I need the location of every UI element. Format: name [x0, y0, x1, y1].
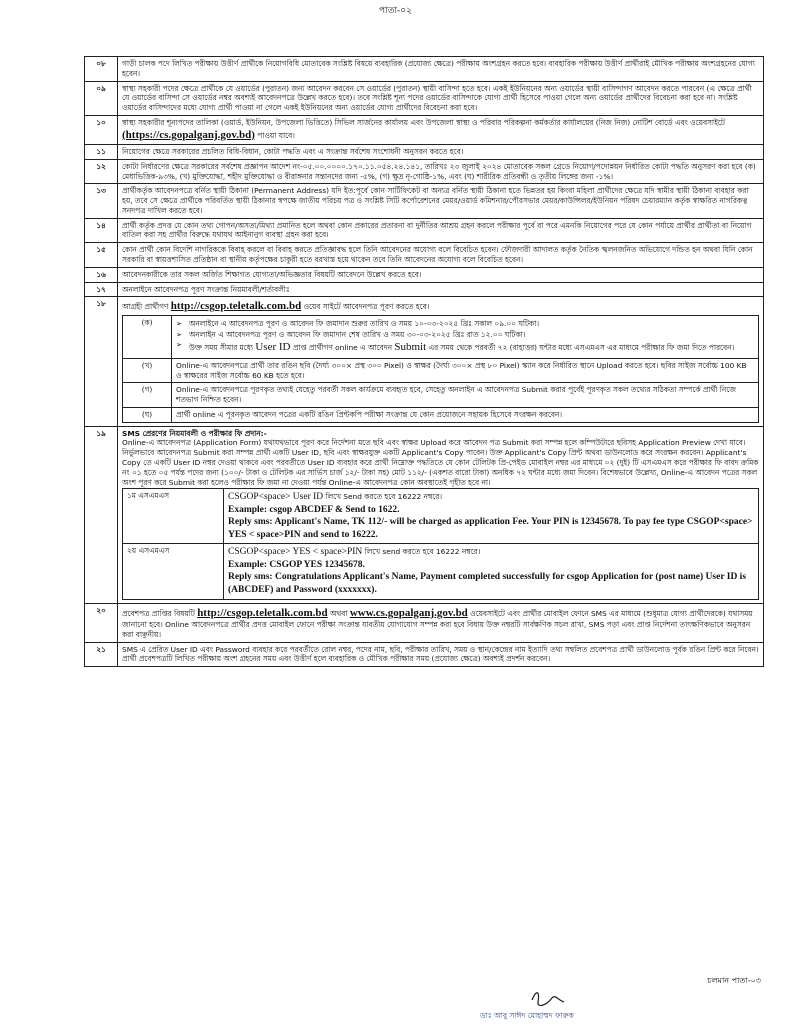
- row-text: SMS এ প্রেরিত User ID এবং Password ব্যবহার করে পরবর্তীতে রোল নম্বর, পদের নাম, ছবি, পরীক্ষার তারিখ, সময় ও স্থান/কেন্দ্রের নাম ইত্যাদি তথ্য সম্বলিত প্রবেশপত্র প্রার্থী ডাউনলোড পূর্বক রঙিন প্রিন্ট করে নিবেন। প্রার্থী প্রবেশপত্রটি লিখিত পরীক্ষায় অংশ গ্রহনের সময় এবং উত্তীর্ণ হলে ব্যবহারিক ও মৌখিক পরীক্ষার সময় (প্রযোজ্য ক্ষেত্রে) অবশ্যই প্রদর্শন করবেন।: [118, 642, 764, 667]
- sms-row: ১ম এসএমএস CSGOP<space> User ID লিখে Send করতে হবে 16222 নম্বরে। Example: csgop ABCDEF & Send to 1622. Reply sms: Applicant's Name, TK 112/- will be charged as application Fee. Your PIN is 12345678. To pay fee type CSGOP<space> YES < space>PIN and send to 16222.: [123, 489, 759, 544]
- row-number: ১৭: [85, 282, 118, 297]
- row-text: প্রবেশপত্র প্রাপ্তির বিষয়টি http://csgop.teletalk.com.bd অথবা www.cs.gopalganj.gov.bd ওয়েবসাইটে এবং প্রার্থীর মোবাইল ফোনে SMS এর মাধ্যমে (শুধুমাত্র যোগ্য প্রার্থীদেরকে) যথাসময় জানানো হবে। Online আবেদনপত্রে প্রার্থীর প্রদত্ত মোবাইল ফোনে পরীক্ষা সংক্রান্ত যাবতীয় যোগাযোগ সম্পন্ন করা হবে বিধায় উক্ত নম্বরটি সার্বক্ষণিক সচল রাখা, SMS পড়া এবং প্রাপ্ত নির্দেশনা তাৎক্ষণিকভাবে অনুসরন করা বাঞ্ছনীয়।: [118, 603, 764, 642]
- table-row: [85, 81, 764, 115]
- row-number: ১৮: [85, 297, 118, 426]
- sub-text: Online-এ আবেদনপত্রে পূরণকৃত তথ্যই যেহেতু পরবর্তী সকল কার্যক্রমে ব্যবহৃত হবে, সেহেতু অনলাইন এ আবেদনপত্র Submit করার পূর্বেই পূরণকৃত সকল তথ্যের সঠিকতা সম্পর্কে প্রার্থী নিজে শতভাগ নিশ্চিত হবেন।: [172, 383, 759, 408]
- sub-text: Online-এ আবেদনপত্রে প্রার্থী তার রঙিন ছবি (দৈর্ঘ্য ৩০০× প্রস্থ ৩০০ Pixel) ও স্বাক্ষর (দৈর্ঘ্য ৩০০× প্রস্থ ৮০ Pixel) স্ক্যান করে নির্ধারিত স্থানে Upload করতে হবে। ছবির সাইজ সর্বোচ্চ 100 KB ও স্বাক্ষরের সাইজ সর্বোচ্চ 60 KB হতে হবে।: [172, 358, 759, 383]
- row-number: ১৯: [85, 426, 118, 603]
- row-text: [118, 426, 764, 603]
- sms-reply: Reply sms: Congratulations Applicant's Name, Payment completed successfully for csgop Application for (post name) User ID is (ABCDEF) and Password (xxxxxxx).: [228, 572, 747, 595]
- sms-body: Online-এ আবেদনপত্র (Application Form) যথাযথভাবে পূরণ করে নির্দেশনা মতে ছবি এবং স্বাক্ষর Upload করে আবেদন পত্র Submit করা সম্পন্ন হলে কম্পিউটারে ছবিসহ Application Preview দেখা যাবে। নির্ভুলভাবে আবেদনপত্র Submit করা সম্পন্ন প্রার্থী একটি User ID, ছবি এবং স্বাক্ষরযুক্ত একটি Applicant's Copy পাবেন। উক্ত Applicant's Copy প্রিন্ট অথবা ডাউনলোড করে সংরক্ষন করবেন। Applicant's Copy তে একটি User ID নম্বর দেওয়া থাকবে এবং পরবর্তীতে User ID ব্যবহার করে প্রার্থী নিম্নোক্ত পদ্ধতিতে যে কোন টেলিটক প্রি-পেইড মোবাইল নম্বর এর মাধ্যমে ০২ (দুই) টি এসএমএস করে পরীক্ষার ফি বাবদ ক্রমিক নং ০১ হতে ০৫ পর্যন্ত পদের জন্য (১০০/- টাকা ও টেলিটক এর সার্ভিস চার্জ ১২/- টাকা সহ) মোট ১১২/- (একশত বারো টাকা) অনধিক ৭২ ঘন্টার মধ্যে জমা দিবেন। বিশেষভাবে উল্লেখ্য, Online-এ আবেদন পত্রের সকল অংশ পূরণ করে Submit করা হলেও পরীক্ষার ফি জমা না দেওয়া পর্যন্ত Online-এ আবেদনপত্র কোন অবস্থাতেই গৃহীত হবে না।: [122, 438, 759, 487]
- table-row: [85, 159, 764, 184]
- row-number: ০৯: [85, 81, 118, 115]
- table-row: [85, 57, 764, 82]
- row-number: ২১: [85, 642, 118, 667]
- row-text: নিয়োগের ক্ষেত্রে সরকারের প্রচলিত বিধি-বিধান, কোটা পদ্ধতি এবং এ সংক্রান্ত সর্বশেষ সংশোধনী অনুসরন করতে হবে।: [118, 145, 764, 160]
- row-number: ০৮: [85, 57, 118, 82]
- teletalk-link[interactable]: http://csgop.teletalk.com.bd: [170, 300, 302, 313]
- row-text: স্বাস্থ্য সহকারীর শূন্যপদের তালিকা (ওয়ার্ড, ইউনিয়ন, উপজেলা ভিত্তিতে) সিভিল সার্জনের কার্যালয় এবং উপজেলা স্বাস্থ্য ও পরিবার পরিকল্পনা কর্মকর্তার কার্যালয়ের (নিজ নিজ) নোটিশ বোর্ডে এবং ওয়েবসাইটে (https://cs.gopalganj.gov.bd) পাওয়া যাবে।: [118, 115, 764, 144]
- row-text: আবেদনকারীকে তার সকল অর্জিত শিক্ষাগত যোগ্যতা/অভিজ্ঞতার বিষয়টি আবেদনে উল্লেখ করতে হবে।: [118, 267, 764, 282]
- row-number: ২০: [85, 603, 118, 642]
- row-number: ১৬: [85, 267, 118, 282]
- sub-label: (ক): [123, 315, 172, 358]
- row-text: প্রার্থীকর্তৃক আবেদনপত্রে বর্নিত স্থায়ী ঠিকানা (Permanent Address) যদি ইত:পূর্বে কোন সার্টিফিকেট বা অন্যত্র বর্নিত স্থায়ী ঠিকানা হতে ভিন্নতর হয় কিংবা মহিলা প্রার্থীদের ক্ষেত্রে যদি স্বামীর স্থায়ী ঠিকানা ব্যবহার করা হয়, তবে সে ক্ষেত্রে প্রার্থীকে পরিবর্তিত স্থায়ী ঠিকানার স্বপক্ষে জাতীয় পরিচয় পত্র ও সংশ্লিষ্ট সিটি কর্পোরেশনের মেয়র/ওয়ার্ড কমিশনার/পৌরসভার মেয়র/কাউন্সিলর/ইউনিয়ন পরিষদ চেয়ারম্যান কর্তৃক স্বাক্ষরিত নাগরিকত্ব সনদপত্র দাখিল করতে হবে।: [118, 184, 764, 218]
- row-text: স্বাস্থ্য সহকারী পদের ক্ষেত্রে প্রার্থীকে যে ওয়ার্ডের (পুরাতন) জন্য আবেদন করবেন সে ওয়ার্ডের (পুরাতন) স্থায়ী বাসিন্দা হতে হবে। একই ইউনিয়নের অন্য ওয়ার্ডের স্থায়ী বাসিন্দাগণ আবেদন করতে পারবেন (এ ক্ষেত্রে প্রার্থী যে ওয়ার্ডের বাসিন্দা সে ওয়ার্ডের নম্বর অবশ্যই আবেদনপত্রে উল্লেখ করতে হবে)। তবে সংশ্লিষ্ট শূন্য পদের ওয়ার্ডের বাসিন্দাকে যোগ্য প্রার্থী হিসেবে পাওয়া গেলে অন্য ওয়ার্ডের প্রার্থীদের বিবেচনা করা হবে না। সংশ্লিষ্ট ওয়ার্ডের বাসিন্দাদের মধ্যে যোগ্য প্রার্থী পাওয়া না গেলে একই ইউনিয়নের অন্য ওয়ার্ডের যোগ্য প্রার্থীদের বিবেচনা করা হবে।: [118, 81, 764, 115]
- table-row: [85, 267, 764, 282]
- website-link[interactable]: www.cs.gopalganj.gov.bd: [349, 606, 468, 619]
- table-row: [85, 145, 764, 160]
- row-number: ১১: [85, 145, 118, 160]
- table-row: [85, 282, 764, 297]
- page-number: পাতা-০২: [378, 6, 413, 16]
- arrow-icon: ➢: [176, 318, 183, 328]
- sub-row: [123, 407, 759, 422]
- row-number: ১২: [85, 159, 118, 184]
- sub-label: (খ): [123, 358, 172, 383]
- row-text: প্রার্থী কর্তৃক প্রদত্ত যে কোন তথ্য গোপন/অসত্য/মিথ্যা প্রমানিত হলে অথবা কোন প্রকারের প্রতারনা বা দুর্নীতির আশ্রয় গ্রহন করলে পরীক্ষার পূর্বে বা পরে এমনকি নিয়োগের পরে যে কোন পর্যায়ে প্রার্থীর প্রার্থীতা বা নিয়োগ বাতিল করা সহ প্রার্থীর বিরুদ্ধে যথাযথ আইনানুগ ব্যবস্থা গ্রহন করা হবে।: [118, 218, 764, 243]
- table-row: [85, 642, 764, 667]
- row-text: অনলাইনে আবেদনপত্র পূরণ সংক্রান্ত নিয়মাবলী/শর্তাবলীঃ: [118, 282, 764, 297]
- table-row: [85, 297, 764, 426]
- sms-heading: SMS প্রেরণের নিয়মাবলী ও পরীক্ষার ফি প্রদান:-: [122, 428, 267, 438]
- website-link[interactable]: (https://cs.gopalganj.gov.bd): [122, 128, 255, 141]
- schedule-subtable: [122, 315, 759, 423]
- signatory-name: ডাঃ আবু সাঈদ মোহাম্মদ ফারুক: [480, 1011, 574, 1020]
- sms-row: ২য় এসএমএস CSGOP<space> YES < space>PIN লিখে send করতে হবে 16222 নম্বরে। Example: CSGOP YES 12345678. Reply sms: Congratulations Applicant's Name, Payment completed successfully for csgop Application for (post name) User ID is (ABCDEF) and Password (xxxxxxx).: [123, 544, 759, 599]
- row-number: ১৫: [85, 243, 118, 268]
- sub-text: প্রার্থী online এ পূরনকৃত আবেদন পত্রের একটি রঙিন প্রিন্টকপি পরীক্ষা সংক্রান্ত যে কোন প্রয়োজনে সহায়ক হিসেবে সংরক্ষন করবেন।: [172, 407, 759, 422]
- continued-page-note: চলমান পাতা-০৩: [707, 976, 761, 985]
- table-row: [85, 243, 764, 268]
- sms-label: ২য় এসএমএস: [123, 544, 224, 599]
- row-number: ১৩: [85, 184, 118, 218]
- arrow-icon: ➢: [176, 340, 183, 350]
- row-text: কোটা নির্ধারণের ক্ষেত্রে সরকারের সর্বশেষ প্রজ্ঞাপন আদেশ নং-০৫.০০.০০০০.১৭০.১১.০৫৪.২৪.১৪১, তারিখঃ ২৩ জুলাই ২০২৪ মোতাবেক সকল গ্রেডে নিয়োগ/পদোন্নয়ন নির্ধারিত কোটা পদ্ধতি অনুসরণ করা হবে (ক) মেধাভিত্তিক-৯৩%, (খ) মুক্তিযোদ্ধা, শহীদ মুক্তিযোদ্ধা ও বীরাঙ্গনার সন্তানদের জন্য -৫%, (গ) ক্ষুদ্র নৃ-গোষ্ঠি-১%, এবং (ঘ) শারীরিক প্রতিবন্ধী ও তৃতীয় লিঙ্গের জন্য -১%।: [118, 159, 764, 184]
- row-number: ১৪: [85, 218, 118, 243]
- sub-label: (ঘ): [123, 407, 172, 422]
- row-text: আগ্রহী প্রার্থীগণ http://csgop.teletalk.com.bd ওয়েব সাইটে আবেদনপত্র পূরণ করতে হবে। (ক) ➢ অনলাইনে এ আবেদনপত্র পূরণ ও আবেদন ফি জমাদান শুরুর তারিখ ও সময় ১০-০৩-২০২৫ খ্রিঃ সকাল ০৯.০০ ঘটিকা। ➢ অনলাইন এ আবেদনপত্র পূরণ ও আবেদন ফি জমাদান শেষ তারিখ ও সময় ৩০-০৩-২০২৫ খ্রিঃ রাত ১২.০০ ঘটিকা। ➢ উক্ত সময় সীমার মধ্যে User ID প্রাপ্ত প্রার্থীগণ online এ আবেদন Submit এর সময় থেকে পরবর্তী ৭২ (বাহাত্তর) ঘন্টার মধ্যে এসএমএস এর মাধ্যমে পরীক্ষার ফি জমা দিতে পারবেন। (খ) Online-এ আবেদনপত্রে প্রার্থী তার রঙিন ছবি (দৈর্ঘ্য ৩০০× প্রস্থ ৩০০ Pixel) ও স্বাক্ষর (দৈর্ঘ্য ৩০০× প্রস্থ ৮০ Pixel) স্ক্যান করে নির্ধারিত স্থানে Upload করতে হবে। ছবির সাইজ সর্বোচ্চ 100 KB ও স্বাক্ষরের সাইজ সর্বোচ্চ 60 KB হতে হবে। (গ) Online-এ আবেদনপত্রে পূরণকৃত তথ্যই যেহেতু পরবর্তী সকল কার্যক্রমে ব্যবহৃত হবে, সেহেতু অনলাইন এ আবেদনপত্র Submit করার পূর্বেই পূরণকৃত সকল তথ্যের সঠিকতা সম্পর্কে প্রার্থী নিজে শতভাগ নিশ্চিত হবেন। (ঘ) প্রার্থী online এ পূরনকৃত আবেদন পত্রের একটি রঙিন প্রিন্টকপি পরীক্ষা সংক্রান্ত যে কোন প্রয়োজনে সহায়ক হিসেবে সংরক্ষন করবেন।: [118, 297, 764, 426]
- table-row: [85, 115, 764, 144]
- sms-reply: Reply sms: Applicant's Name, TK 112/- will be charged as application Fee. Your PIN is 12345678. To pay fee type CSGOP<space> YES < space>PIN and send to 16222.: [228, 517, 753, 540]
- table-row: [85, 603, 764, 642]
- sms-subtable: [122, 488, 759, 599]
- arrow-icon: ➢: [176, 329, 183, 339]
- row-text: গাড়ী চালক পদে লিখিত পরীক্ষায় উত্তীর্ণ প্রার্থীকে নিয়োগবিধি মোতাবেক সংশ্লিষ্ট বিষয়ে ব্যবহারিক (প্রযোজ্য ক্ষেত্রে) পরীক্ষায় অংশগ্রহন করতে হবে। ব্যবহারিক পরীক্ষায় উত্তীর্ণ প্রার্থীরাই মৌখিক পরীক্ষায় অংশগ্রহনের যোগ্য হবেন।: [118, 57, 764, 82]
- table-row: [85, 426, 764, 603]
- sms-example: Example: csgop ABCDEF & Send to 1622.: [228, 504, 400, 515]
- instructions-table: [84, 56, 764, 667]
- sub-row: [123, 358, 759, 383]
- sms-example: Example: CSGOP YES 12345678.: [228, 559, 365, 570]
- signature-mark: [528, 986, 568, 1010]
- teletalk-link[interactable]: http://csgop.teletalk.com.bd: [197, 606, 328, 619]
- sub-row: [123, 383, 759, 408]
- sub-row: (ক) ➢ অনলাইনে এ আবেদনপত্র পূরণ ও আবেদন ফি জমাদান শুরুর তারিখ ও সময় ১০-০৩-২০২৫ খ্রিঃ সকাল ০৯.০০ ঘটিকা। ➢ অনলাইন এ আবেদনপত্র পূরণ ও আবেদন ফি জমাদান শেষ তারিখ ও সময় ৩০-০৩-২০২৫ খ্রিঃ রাত ১২.০০ ঘটিকা। ➢ উক্ত সময় সীমার মধ্যে User ID প্রাপ্ত প্রার্থীগণ online এ আবেদন Submit এর সময় থেকে পরবর্তী ৭২ (বাহাত্তর) ঘন্টার মধ্যে এসএমএস এর মাধ্যমে পরীক্ষার ফি জমা দিতে পারবেন।: [123, 315, 759, 358]
- row-number: ১০: [85, 115, 118, 144]
- table-row: [85, 184, 764, 218]
- sms-label: ১ম এসএমএস: [123, 489, 224, 544]
- sub-label: (গ): [123, 383, 172, 408]
- table-row: [85, 218, 764, 243]
- row-text: কোন প্রার্থী কোন বিদেশি নাগরিককে বিবাহ করলে বা বিবাহ করতে প্রতিজ্ঞাবদ্ধ হলে তিনি আবেদনের অযোগ্য বলে বিবেচিত হবেন। ফৌজদারী আদালত কর্তৃক নৈতিক স্খলনজনিত অভিযোগে দন্ডিত হন অথবা যিনি কোন সরকারি বা স্বায়ত্তশাসিত প্রতিষ্ঠান বা স্থানীয় কর্তৃপক্ষের চাকুরী হতে বরখাস্ত হয়ে থাকেন তবে তিনি আবেদনের অযোগ্য বলে বিবেচিত হবেন।: [118, 243, 764, 268]
